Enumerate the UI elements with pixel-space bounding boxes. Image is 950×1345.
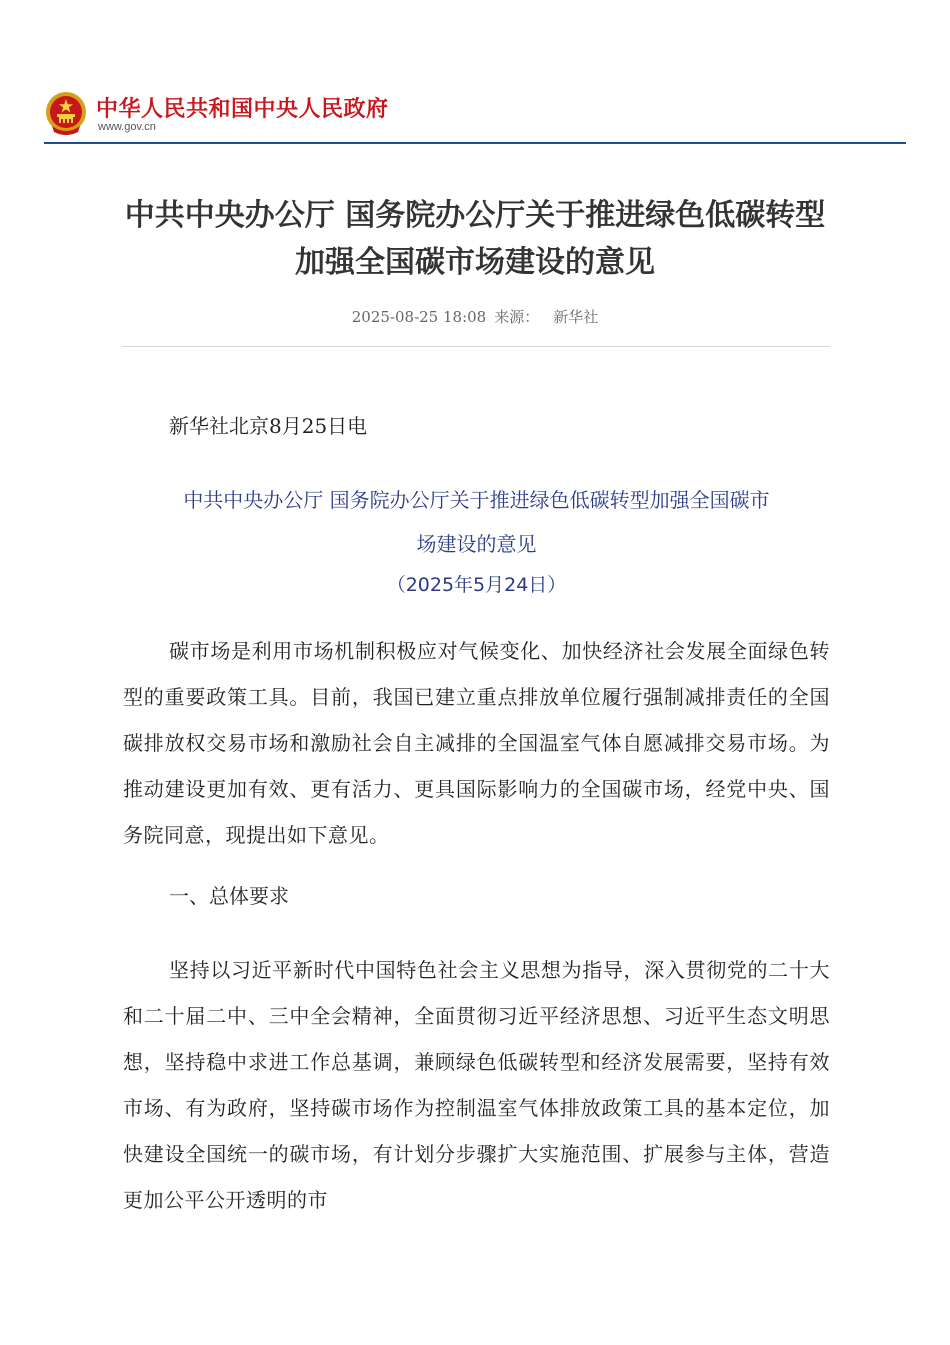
site-url[interactable]: www.gov.cn xyxy=(98,121,156,133)
national-emblem-icon[interactable] xyxy=(44,90,88,136)
article-datetime: 2025-08-25 18:08 xyxy=(351,308,487,326)
paragraph-2: 坚持以习近平新时代中国特色社会主义思想为指导，深入贯彻党的二十大和二十届二中、三中全会精神，全面贯彻习近平经济思想、习近平生态文明思想，坚持稳中求进工作总基调，兼顾绿色低碳转型和经济发展需要，坚持有效市场、有为政府，坚持碳市场作为控制温室气体排放政策工具的基本定位，加快建设全国统一的碳市场，有计划分步骤扩大实施范围、扩展参与主体，营造更加公平公开透明的市 xyxy=(123,958,830,1212)
site-name[interactable]: 中华人民共和国中央人民政府 xyxy=(96,97,389,122)
article-title xyxy=(100,192,850,286)
document-title-line2: 场建设的意见 xyxy=(416,532,537,556)
header-divider xyxy=(44,142,906,144)
article-meta xyxy=(100,306,850,327)
document-date: （2025年5月24日） xyxy=(386,574,567,596)
source-label: 来源： xyxy=(494,308,540,326)
article-source: 新华社 xyxy=(553,308,599,326)
document-title xyxy=(123,478,830,566)
article-title-line2: 加强全国碳市场建设的意见 xyxy=(295,245,655,280)
document-title-line1: 中共中央办公厅 国务院办公厅关于推进绿色低碳转型加强全国碳市 xyxy=(183,488,770,512)
site-header xyxy=(44,88,906,144)
paragraph-1: 碳市场是利用市场机制积极应对气候变化、加快经济社会发展全面绿色转型的重要政策工具。目前，我国已建立重点排放单位履行强制减排责任的全国碳排放权交易市场和激励社会自主减排的全国温室气体自愿减排交易市场。为推动建设更加有效、更有活力、更具国际影响力的全国碳市场，经党中央、国务院同意，现提出如下意见。 xyxy=(123,639,830,847)
article-title-line1: 中共中央办公厅 国务院办公厅关于推进绿色低碳转型 xyxy=(124,198,826,233)
section-heading-1: 一、总体要求 xyxy=(169,884,289,908)
dateline: 新华社北京8月25日电 xyxy=(169,414,368,438)
meta-divider xyxy=(122,346,830,347)
